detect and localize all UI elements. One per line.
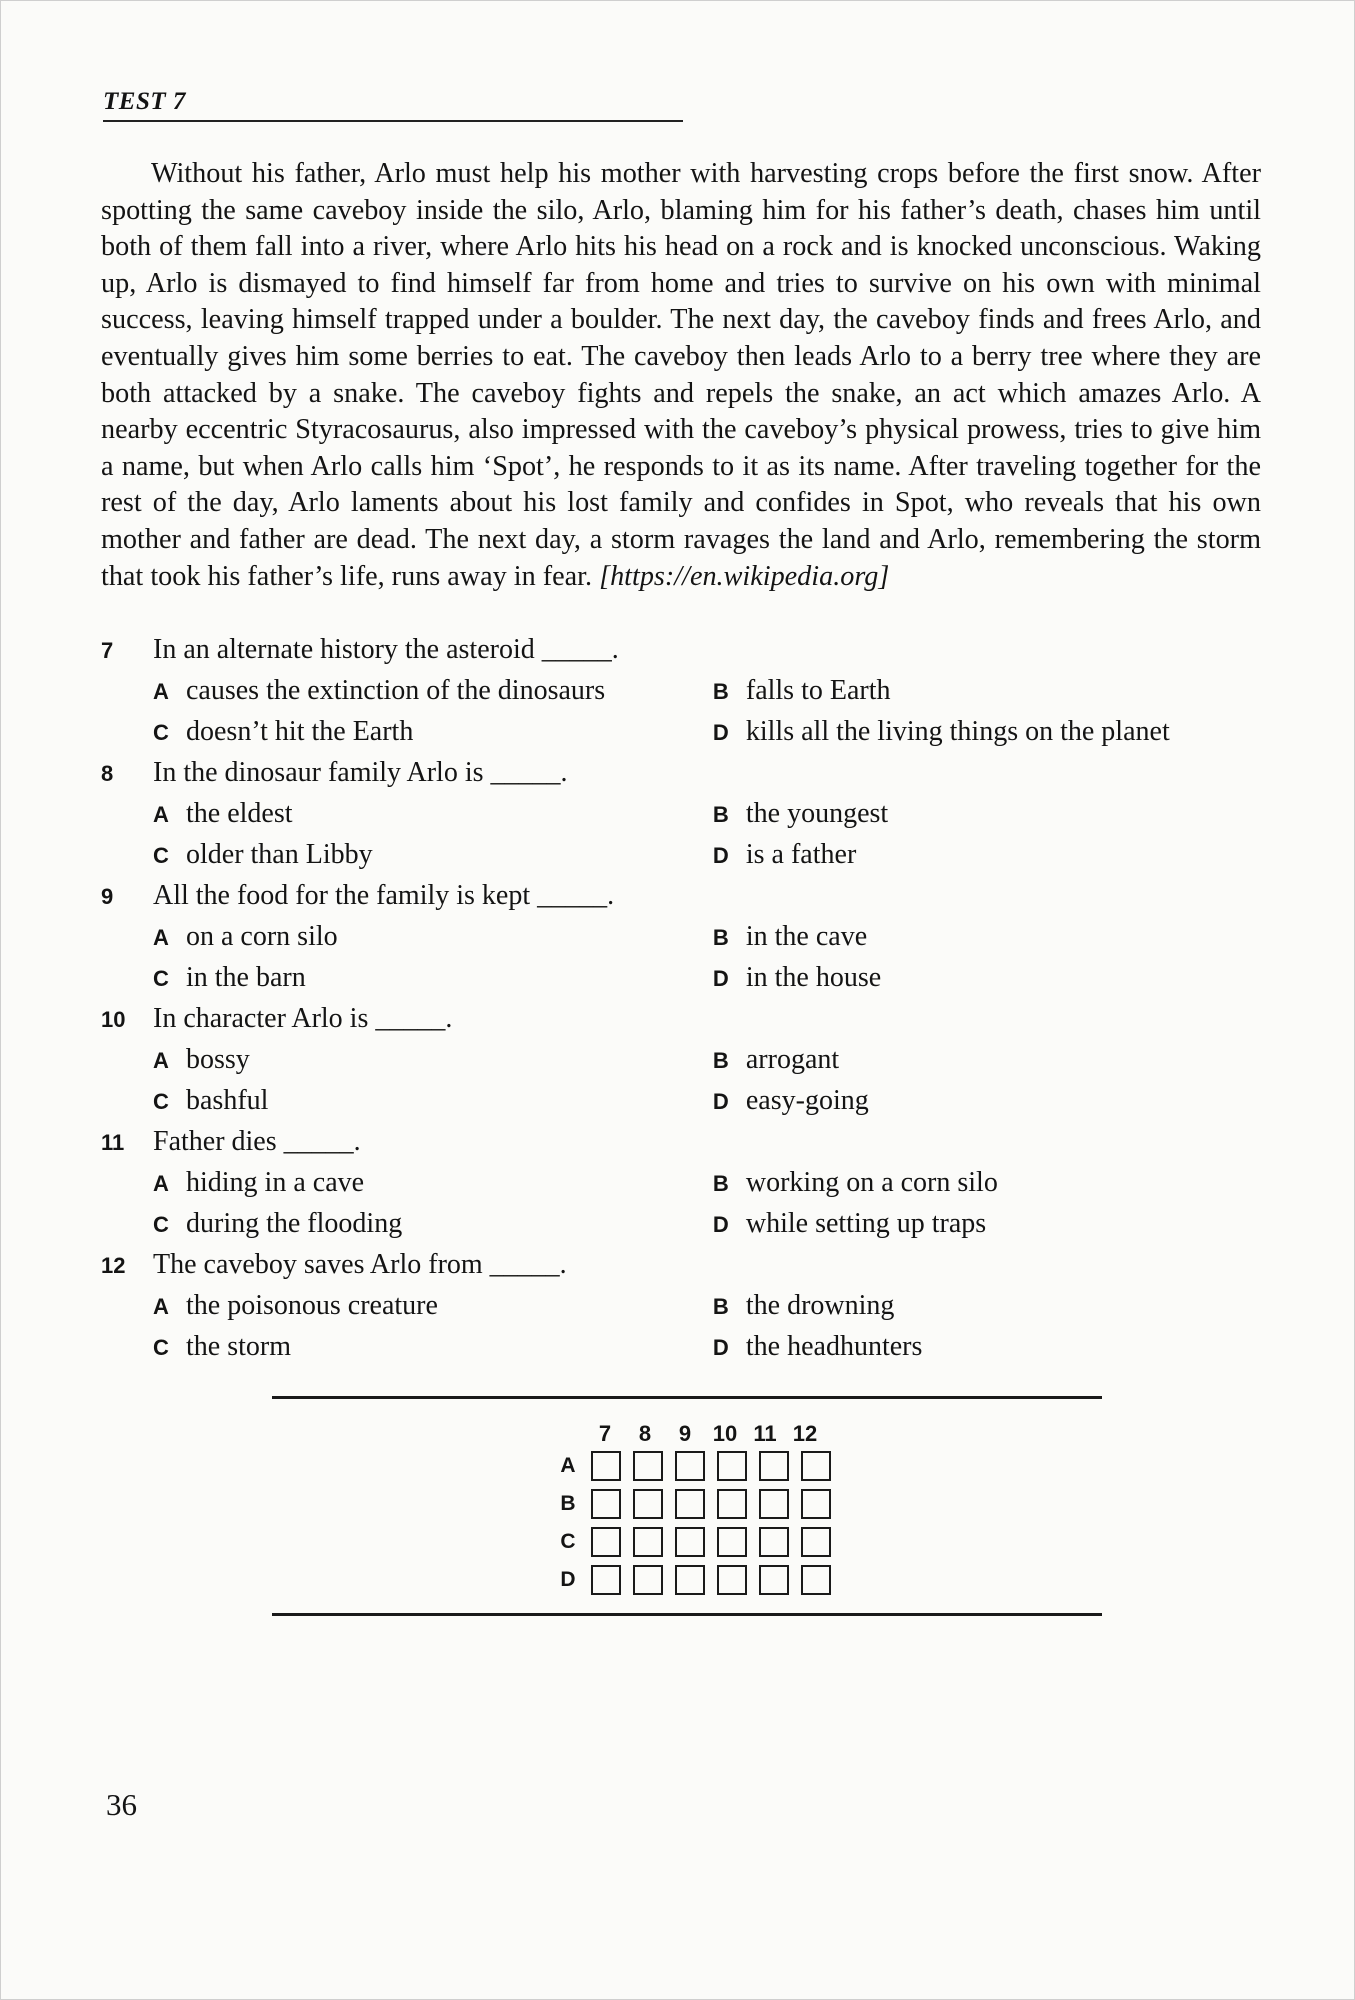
answer-box[interactable] xyxy=(675,1565,705,1595)
option-text: older than Libby xyxy=(186,839,373,870)
question-7 xyxy=(101,634,1261,757)
option-b: B falls to Earth xyxy=(712,675,891,706)
answer-row-c xyxy=(551,1523,837,1561)
option-a: A causes the extinction of the dinosaurs xyxy=(153,675,606,706)
answer-box[interactable] xyxy=(633,1489,663,1519)
question-stem: All the food for the family is kept _____. xyxy=(153,880,615,911)
option-b: B arrogant xyxy=(712,1044,840,1075)
answer-box[interactable] xyxy=(717,1451,747,1481)
option-c: C during the flooding xyxy=(153,1208,403,1239)
answer-box[interactable] xyxy=(675,1527,705,1557)
question-stem: In character Arlo is _____. xyxy=(153,1003,453,1034)
answer-box[interactable] xyxy=(633,1565,663,1595)
answer-box[interactable] xyxy=(801,1527,831,1557)
option-c: C the storm xyxy=(153,1331,291,1362)
option-text: on a corn silo xyxy=(186,921,338,952)
answer-box[interactable] xyxy=(801,1565,831,1595)
option-d: D is a father xyxy=(712,839,857,870)
question-stem: Father dies _____. xyxy=(153,1126,361,1157)
answer-box[interactable] xyxy=(759,1565,789,1595)
reading-passage xyxy=(101,156,1261,595)
option-text: doesn’t hit the Earth xyxy=(186,716,414,747)
option-c: C older than Libby xyxy=(153,839,373,870)
option-text: kills all the living things on the planet xyxy=(745,716,1170,747)
answer-box[interactable] xyxy=(675,1451,705,1481)
column-label: 8 xyxy=(638,1421,652,1446)
question-number: 11 xyxy=(101,1130,125,1155)
option-text: the drowning xyxy=(745,1290,895,1321)
option-text: easy-going xyxy=(745,1085,869,1116)
question-11 xyxy=(101,1126,1261,1249)
question-stem: The caveboy saves Arlo from _____. xyxy=(153,1249,567,1280)
option-text: while setting up traps xyxy=(745,1208,987,1239)
answer-row-a xyxy=(551,1447,837,1485)
option-text: falls to Earth xyxy=(745,675,891,706)
option-text: the eldest xyxy=(186,798,293,829)
column-label: 10 xyxy=(712,1421,738,1446)
option-text: the poisonous creature xyxy=(186,1290,438,1321)
test-title: TEST 7 xyxy=(103,88,186,115)
answer-box[interactable] xyxy=(801,1489,831,1519)
option-b: B working on a corn silo xyxy=(712,1167,998,1198)
page-number: 36 xyxy=(106,1787,137,1822)
option-b: B the drowning xyxy=(712,1290,895,1321)
divider-bottom xyxy=(272,1613,1102,1616)
row-label: C xyxy=(560,1530,576,1553)
option-d: D in the house xyxy=(712,962,882,993)
question-stem: In an alternate history the asteroid _____. xyxy=(153,634,619,665)
option-d: D while setting up traps xyxy=(712,1208,987,1239)
answer-box[interactable] xyxy=(717,1489,747,1519)
option-b: B in the cave xyxy=(712,921,868,952)
option-c: C bashful xyxy=(153,1085,269,1116)
answer-box[interactable] xyxy=(759,1527,789,1557)
option-d: D easy-going xyxy=(712,1085,869,1116)
option-text: in the house xyxy=(745,962,882,993)
answer-box[interactable] xyxy=(591,1451,621,1481)
option-text: the headhunters xyxy=(745,1331,923,1362)
column-label: 7 xyxy=(598,1421,612,1446)
answer-box[interactable] xyxy=(717,1527,747,1557)
option-d: D kills all the living things on the planet xyxy=(712,716,1170,747)
column-label: 11 xyxy=(753,1421,777,1446)
option-text: in the cave xyxy=(745,921,868,952)
test-header xyxy=(103,88,683,122)
question-list xyxy=(101,634,1261,1372)
answer-box[interactable] xyxy=(591,1527,621,1557)
answer-grid-header xyxy=(551,1417,837,1447)
question-stem: In the dinosaur family Arlo is _____. xyxy=(153,757,568,788)
column-label: 9 xyxy=(678,1421,692,1446)
answer-box[interactable] xyxy=(717,1565,747,1595)
answer-box[interactable] xyxy=(591,1565,621,1595)
row-label: B xyxy=(560,1492,576,1515)
passage-source: [https://en.wikipedia.org] xyxy=(599,560,890,592)
question-number: 12 xyxy=(101,1253,126,1278)
option-text: in the barn xyxy=(186,962,306,993)
option-text: during the flooding xyxy=(186,1208,403,1239)
question-8 xyxy=(101,757,1261,880)
row-label: D xyxy=(560,1568,576,1591)
answer-box[interactable] xyxy=(591,1489,621,1519)
option-text: is a father xyxy=(745,839,857,870)
option-text: causes the extinction of the dinosaurs xyxy=(186,675,606,706)
option-text: the youngest xyxy=(745,798,889,829)
answer-box[interactable] xyxy=(801,1451,831,1481)
option-a: A the eldest xyxy=(153,798,293,829)
option-a: A the poisonous creature xyxy=(153,1290,438,1321)
row-label: A xyxy=(560,1454,576,1477)
option-b: B the youngest xyxy=(712,798,889,829)
question-10 xyxy=(101,1003,1261,1126)
column-label: 12 xyxy=(792,1421,818,1446)
question-number: 10 xyxy=(101,1007,126,1032)
answer-box[interactable] xyxy=(675,1489,705,1519)
option-a: A on a corn silo xyxy=(153,921,338,952)
answer-grid xyxy=(551,1417,837,1599)
option-text: bashful xyxy=(186,1085,269,1116)
option-c: C doesn’t hit the Earth xyxy=(153,716,414,747)
answer-row-b xyxy=(551,1485,837,1523)
option-text: hiding in a cave xyxy=(186,1167,365,1198)
option-text: working on a corn silo xyxy=(745,1167,998,1198)
divider-top xyxy=(272,1396,1102,1399)
passage-text: Without his father, Arlo must help his mother with harvesting crops before the first snow. After spotting the same caveboy inside the silo, Arlo, blaming him for his father’s death, chases him until both of them fall into a river, where Arlo hits his head on a rock and is knocked unconscious. Waking up, Arlo is dismayed to find himself far from home and tries to survive on his own with minimal success, leaving himself trapped under a boulder. The next day, the caveboy finds and frees Arlo, and eventually gives him some berries to eat. The caveboy then leads Arlo to a berry tree where they are both attacked by a snake. The caveboy fights and repels the snake, an act which amazes Arlo. A nearby eccentric Styracosaurus, also impressed with the caveboy’s physical prowess, tries to give him a name, but when Arlo calls him ‘Spot’, he responds to it as its name. After traveling together for the rest of the day, Arlo laments about his lost family and confides in Spot, who reveals that his own mother and father are dead. The next day, a storm ravages the land and Arlo, remembering the storm that took his father’s life, runs away in fear. xyxy=(101,158,1261,592)
answer-box[interactable] xyxy=(633,1527,663,1557)
option-a: A bossy xyxy=(153,1044,250,1075)
option-text: bossy xyxy=(186,1044,250,1075)
question-number: 9 xyxy=(101,884,114,909)
option-a: A hiding in a cave xyxy=(153,1167,365,1198)
option-c: C in the barn xyxy=(153,962,306,993)
answer-box[interactable] xyxy=(633,1451,663,1481)
question-number: 7 xyxy=(101,638,114,663)
answer-box[interactable] xyxy=(759,1451,789,1481)
option-text: the storm xyxy=(186,1331,291,1362)
answer-row-d xyxy=(551,1561,837,1599)
answer-box[interactable] xyxy=(759,1489,789,1519)
question-12 xyxy=(101,1249,1261,1372)
question-9 xyxy=(101,880,1261,1003)
option-d: D the headhunters xyxy=(712,1331,923,1362)
question-number: 8 xyxy=(101,761,114,786)
option-text: arrogant xyxy=(745,1044,840,1075)
